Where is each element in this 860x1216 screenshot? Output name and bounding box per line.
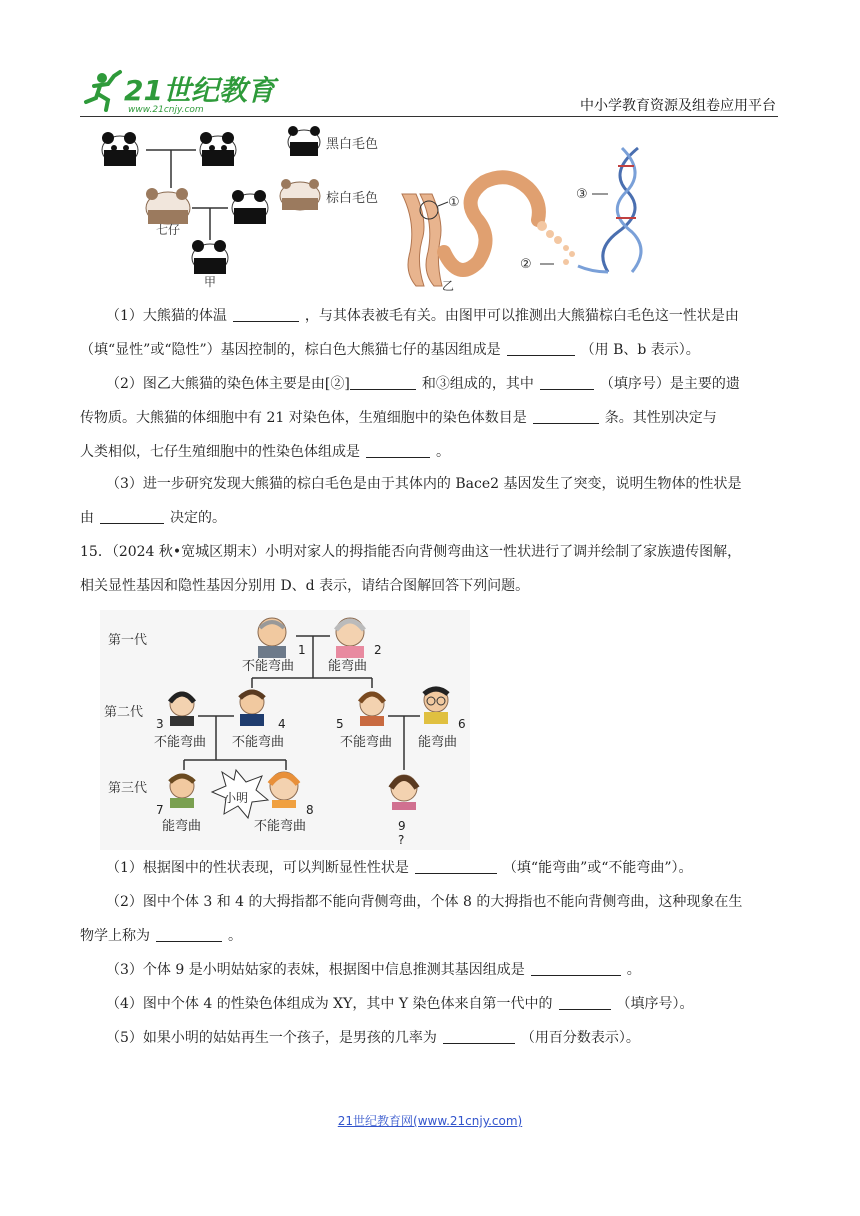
marker-2: ② (520, 257, 532, 272)
q15-line-5: （4）图中个体 4 的性染色体组成为 XY，其中 Y 染色体来自第一代中的 （填序号）。 (106, 996, 694, 1012)
answer-blank[interactable] (559, 995, 611, 1010)
q14-line-2: （填“显性”或“隐性”）基因控制的，棕白色大熊猫七仔的基因组成是 （用 B、b 表示）。 (80, 342, 700, 358)
chromosome-icon (402, 194, 442, 286)
answer-blank[interactable] (366, 443, 430, 458)
grandpa-avatar-icon (258, 618, 286, 658)
answer-blank[interactable] (233, 307, 299, 322)
answer-blank[interactable] (100, 509, 164, 524)
q15-line-6: （5）如果小明的姑姑再生一个孩子，是男孩的几率为 （用百分数表示）。 (106, 1030, 640, 1046)
num-6: 6 (458, 717, 466, 731)
answer-blank[interactable] (531, 961, 621, 976)
girl-avatar-icon (391, 775, 417, 810)
panda-black-icon (102, 132, 138, 166)
man-glasses-avatar-icon (424, 688, 448, 724)
q14-line-6: （3）进一步研究发现大熊猫的棕白毛色是由于其体内的 Bace2 基因发生了突变，说明生物体的性状是 (106, 476, 742, 492)
answer-blank[interactable] (415, 859, 497, 874)
trait-2: 能弯曲 (328, 659, 368, 674)
panda-brown-icon (146, 188, 190, 224)
trait-4: 不能弯曲 (232, 735, 285, 750)
gen-2-label: 第二代 (104, 705, 144, 720)
marker-3: ③ (576, 187, 588, 202)
q15-stem-2: 相关显性基因和隐性基因分别用 D、d 表示，请结合图解回答下列问题。 (80, 578, 530, 594)
q14-line-7: 由 决定的。 (80, 510, 226, 526)
boy-avatar-icon (170, 774, 194, 808)
gen-3-label: 第三代 (108, 781, 148, 796)
label-jia: 甲 (204, 275, 217, 289)
answer-blank[interactable] (533, 409, 599, 424)
trait-1: 不能弯曲 (242, 659, 295, 674)
trait-7: 能弯曲 (162, 819, 202, 834)
answer-blank[interactable] (540, 375, 594, 390)
header-right-text: 中小学教育资源及组卷应用平台 (580, 98, 776, 114)
footer-link[interactable]: 21世纪教育网(www.21cnjy.com) (337, 1114, 523, 1128)
num-8: 8 (306, 803, 314, 817)
man-avatar-icon (240, 690, 264, 726)
answer-blank[interactable] (156, 927, 222, 942)
gen-1-label: 第一代 (108, 633, 148, 648)
q15-line-1: （1）根据图中的性状表现，可以判断显性性状是 （填“能弯曲”或“不能弯曲”）。 (106, 860, 693, 876)
site-logo (80, 66, 275, 116)
q14-line-3: （2）图乙大熊猫的染色体主要是由[②] 和③组成的，其中 （填序号）是主要的遗 (106, 376, 740, 392)
label-qizai: 七仔 (156, 223, 181, 237)
woman-avatar-icon (360, 692, 384, 726)
answer-blank[interactable] (507, 341, 575, 356)
woman-avatar-icon (170, 692, 194, 726)
answer-blank[interactable] (350, 375, 416, 390)
logo-text: 21世纪教育 (124, 74, 275, 107)
xiaoming-label: 小明 (224, 791, 249, 805)
logo-url: www.21cnjy.com (128, 105, 204, 115)
girl-avatar-icon (270, 772, 298, 808)
label-yi: 乙 (442, 279, 455, 293)
panda-black-icon (200, 132, 236, 166)
header-divider (80, 116, 778, 117)
figure-pedigree (100, 610, 470, 850)
trait-9: ? (398, 833, 405, 847)
xiaoming-star-icon (212, 770, 268, 818)
grandma-avatar-icon (336, 618, 364, 658)
runner-logo-icon (86, 72, 120, 110)
panda-brown-icon (280, 179, 320, 210)
num-9: 9 (398, 819, 406, 833)
panda-black-icon (232, 190, 268, 224)
panda-black-icon (288, 126, 320, 156)
num-5: 5 (336, 717, 344, 731)
trait-5: 不能弯曲 (340, 735, 393, 750)
panda-black-icon (192, 240, 228, 274)
num-7: 7 (156, 803, 164, 817)
num-4: 4 (278, 717, 286, 731)
q14-line-5: 人类相似，七仔生殖细胞中的性染色体组成是 。 (80, 444, 450, 460)
q15-stem-1: 15．（2024 秋•宽城区期末）小明对家人的拇指能否向背侧弯曲这一性状进行了调并绘制了家族遗传图解， (80, 544, 742, 560)
q15-line-4: （3）个体 9 是小明姑姑家的表妹，根据图中信息推测其基因组成是 。 (106, 962, 641, 978)
answer-blank[interactable] (443, 1029, 515, 1044)
q14-line-1: （1）大熊猫的体温 ，与其体表被毛有关。由图甲可以推测出大熊猫棕白毛色这一性状是由 (106, 308, 739, 324)
legend-brown: 棕白毛色 (326, 191, 379, 206)
q15-line-3: 物学上称为 。 (80, 928, 242, 944)
q15-line-2: （2）图中个体 3 和 4 的大拇指都不能向背侧弯曲，个体 8 的大拇指也不能向背侧弯曲，这种现象在生 (106, 894, 743, 910)
q14-line-4: 传物质。大熊猫的体细胞中有 21 对染色体，生殖细胞中的染色体数目是 条。其性别决定与 (80, 410, 717, 426)
figure-panda-chromosome (98, 122, 638, 292)
num-3: 3 (156, 717, 164, 731)
trait-8: 不能弯曲 (254, 819, 307, 834)
num-2: 2 (374, 643, 382, 657)
marker-1: ① (448, 195, 460, 210)
legend-black: 黑白毛色 (326, 137, 379, 152)
trait-6: 能弯曲 (418, 735, 458, 750)
num-1: 1 (298, 643, 306, 657)
trait-3: 不能弯曲 (154, 735, 207, 750)
